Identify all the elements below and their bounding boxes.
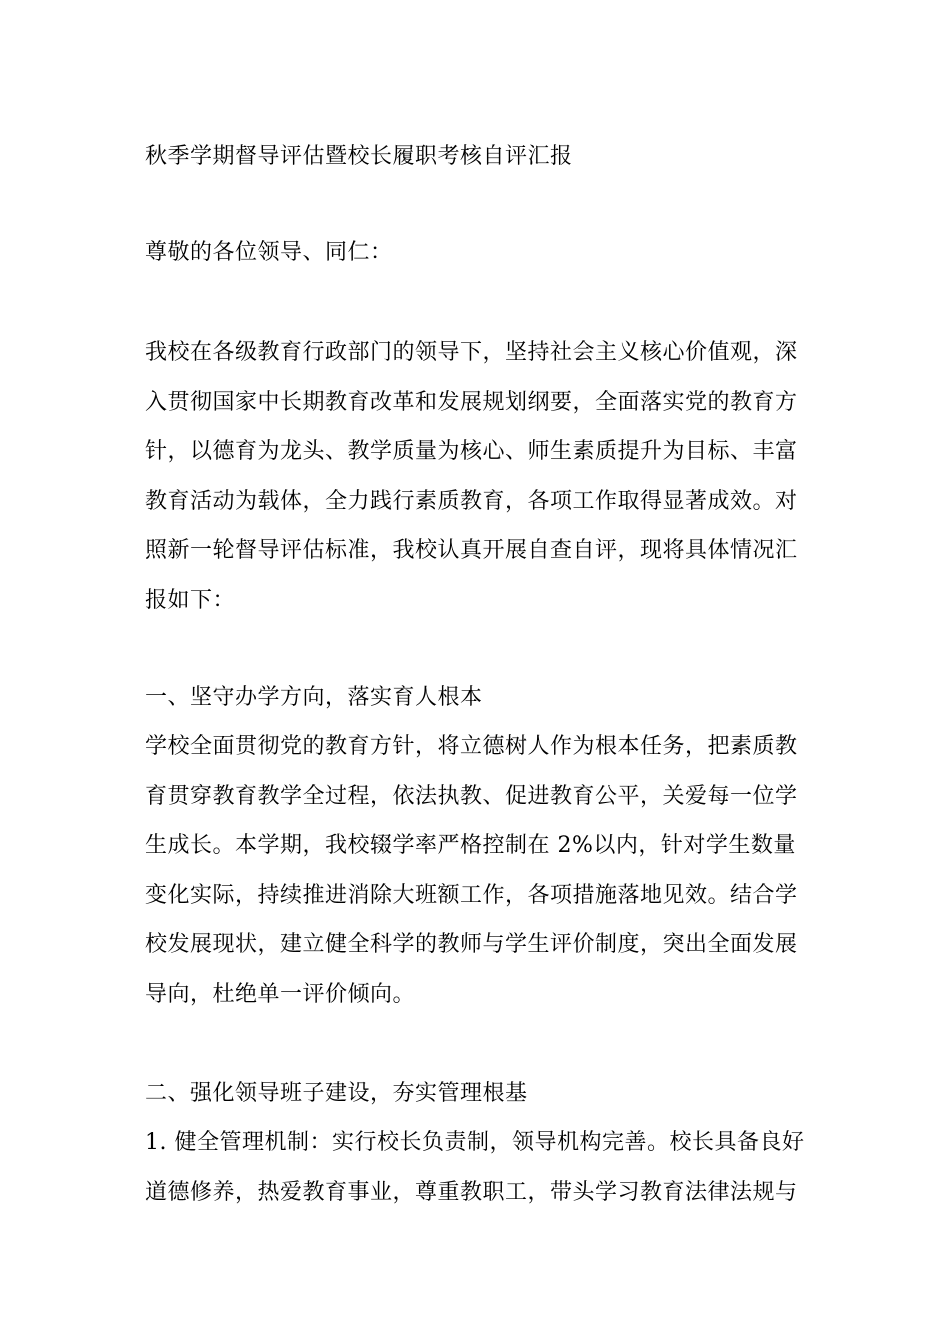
salutation: 尊敬的各位领导、同仁： xyxy=(145,240,393,265)
document-title: 秋季学期督导评估暨校长履职考核自评汇报 xyxy=(145,144,573,169)
section-2-heading: 二、强化领导班子建设，夯实管理根基 xyxy=(145,1081,528,1106)
intro-paragraph: 我校在各级教育行政部门的领导下，坚持社会主义核心价值观，深入贯彻国家中长期教育改革和发展规划纲要，全面落实党的教育方针，以德育为龙头、教学质量为核心、师生素质提升为目标、丰富教育活动为载体，全力践行素质教育，各项工作取得显著成效。对照新一轮督导评估标准，我校认真开展自查自评，现将具体情况汇报如下： xyxy=(145,340,798,613)
section-1-body: 学校全面贯彻党的教育方针，将立德树人作为根本任务，把素质教育贯穿教育教学全过程，依法执教、促进教育公平，关爱每一位学生成长。本学期，我校辍学率严格控制在 2%以内，针对学生数量变化实际，持续推进消除大班额工作，各项措施落地见效。结合学校发展现状，建立健全科学的教师与学生评价制度，突出全面发展导向，杜绝单一评价倾向。 xyxy=(145,734,798,1007)
section-2-body: 1. 健全管理机制：实行校长负责制，领导机构完善。校长具备良好道德修养，热爱教育事业，尊重教职工，带头学习教育法律法规与 xyxy=(145,1130,805,1205)
section-1-heading: 一、坚守办学方向，落实育人根本 xyxy=(145,685,483,710)
